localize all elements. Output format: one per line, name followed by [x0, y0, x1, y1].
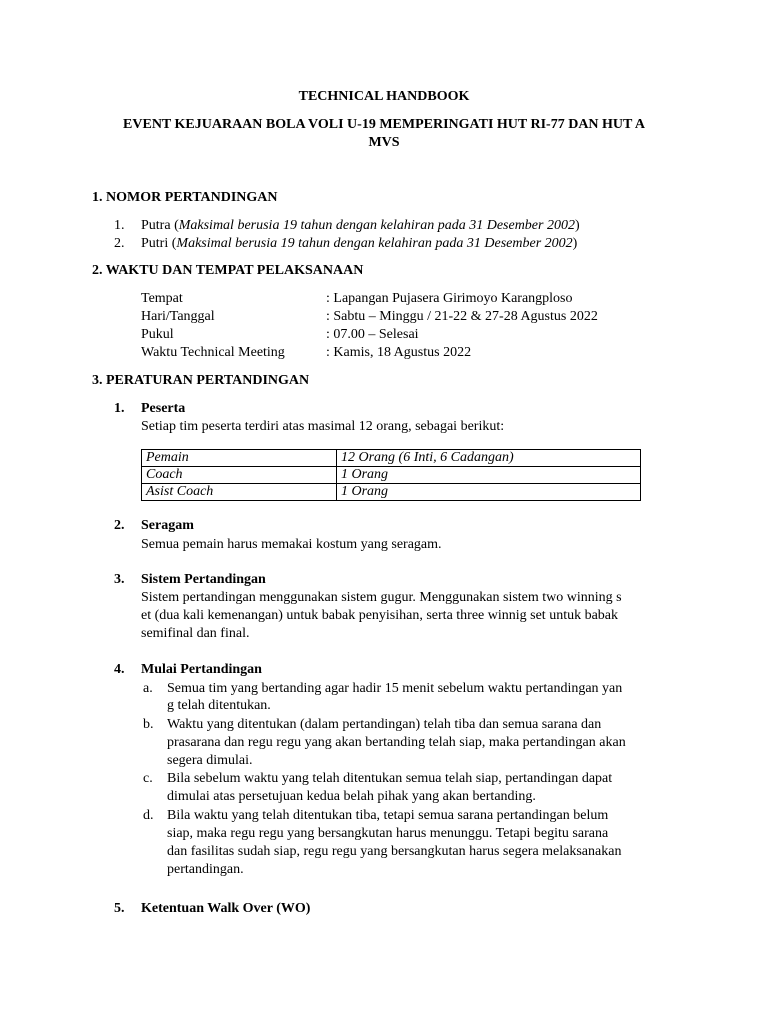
table-row [142, 450, 641, 467]
subsection-title-peserta: Peserta [141, 401, 186, 416]
seragam-text: Semua pemain harus memakai kostum yang seragam. [141, 537, 442, 552]
info-value: : 07.00 – Selesai [326, 327, 419, 342]
category-name: Putra [141, 218, 171, 233]
subsection-title-wo: Ketentuan Walk Over (WO) [141, 901, 311, 916]
table-cell: 12 Orang (6 Inti, 6 Cadangan) [337, 450, 641, 467]
info-value: : Kamis, 18 Agustus 2022 [326, 345, 472, 360]
sistem-text-line: semifinal dan final. [141, 626, 250, 641]
list-item-letter: c. [143, 771, 153, 786]
peserta-text: Setiap tim peserta terdiri atas masimal 12 orang, sebagai berikut: [141, 419, 505, 434]
table-cell: Asist Coach [142, 484, 337, 501]
info-label: Waktu Technical Meeting [141, 345, 285, 360]
list-item-line: Waktu yang ditentukan (dalam pertandingan) telah tiba dan semua sarana dan [167, 717, 602, 732]
table-row [142, 467, 641, 484]
section-3-heading: 3. PERATURAN PERTANDINGAN [92, 373, 310, 388]
list-item-line: Semua tim yang bertanding agar hadir 15 menit sebelum waktu pertandingan yan [167, 681, 623, 696]
info-label: Pukul [141, 327, 174, 342]
table-cell: 1 Orang [337, 467, 641, 484]
subsection-number: 4. [114, 662, 125, 677]
category-detail: Maksimal berusia 19 tahun dengan kelahiran pada 31 Desember 2002 [178, 218, 575, 233]
subsection-title-seragam: Seragam [141, 518, 194, 533]
info-label: Hari/Tanggal [141, 309, 215, 324]
info-value: : Lapangan Pujasera Girimoyo Karangploso [326, 291, 573, 306]
list-item-line: dimulai atas persetujuan kedua belah pihak yang akan bertanding. [167, 789, 536, 804]
subsection-number: 2. [114, 518, 125, 533]
sistem-text-line: et (dua kali kemenangan) untuk babak penyisihan, serta three winnig set untuk babak [141, 608, 619, 623]
paren-close: ) [572, 236, 578, 251]
peserta-table [141, 449, 641, 501]
table-cell: Pemain [142, 450, 337, 467]
sistem-text-line: Sistem pertandingan menggunakan sistem gugur. Menggunakan sistem two winning s [141, 590, 622, 605]
list-item-line: Bila sebelum waktu yang telah ditentukan semua telah siap, pertandingan dapat [167, 771, 613, 786]
list-item-line: segera dimulai. [167, 753, 253, 768]
document-subtitle-line1: EVENT KEJUARAAN BOLA VOLI U-19 MEMPERINGATI HUT RI-77 DAN HUT A [123, 117, 645, 132]
list-item-line: siap, maka regu regu yang bersangkutan harus menunggu. Tetapi begitu sarana [167, 826, 609, 841]
paren-open: ( [170, 218, 179, 233]
subsection-number: 3. [114, 572, 125, 587]
document-title: TECHNICAL HANDBOOK [298, 89, 470, 104]
list-item-line: dan fasilitas sudah siap, regu regu yang bersangkutan harus segera melaksanakan [167, 844, 622, 859]
section-1-heading: 1. NOMOR PERTANDINGAN [92, 190, 278, 205]
paren-open: ( [168, 236, 177, 251]
list-item-letter: a. [143, 681, 153, 696]
category-name: Putri [141, 236, 169, 251]
subsection-title-sistem: Sistem Pertandingan [141, 572, 266, 587]
subsection-title-mulai: Mulai Pertandingan [141, 662, 262, 677]
list-item-line: g telah ditentukan. [167, 698, 271, 713]
table-row [142, 484, 641, 501]
subsection-number: 1. [114, 401, 125, 416]
subsection-number: 5. [114, 901, 125, 916]
list-item-line: prasarana dan regu regu yang akan bertanding telah siap, maka pertandingan akan [167, 735, 626, 750]
list-item-line: Bila waktu yang telah ditentukan tiba, tetapi semua sarana pertandingan belum [167, 808, 609, 823]
list-item-letter: b. [143, 717, 154, 732]
list-item [141, 235, 577, 253]
list-item [141, 217, 580, 235]
table-cell: 1 Orang [337, 484, 641, 501]
list-item-letter: d. [143, 808, 154, 823]
document-subtitle-line2: MVS [368, 135, 400, 150]
paren-close: ) [574, 218, 580, 233]
list-item-number: 1. [114, 218, 125, 233]
info-label: Tempat [141, 291, 183, 306]
list-item-line: pertandingan. [167, 862, 244, 877]
category-detail: Maksimal berusia 19 tahun dengan kelahiran pada 31 Desember 2002 [176, 236, 573, 251]
info-value: : Sabtu – Minggu / 21-22 & 27-28 Agustus 2022 [326, 309, 598, 324]
section-2-heading: 2. WAKTU DAN TEMPAT PELAKSANAAN [92, 263, 364, 278]
table-cell: Coach [142, 467, 337, 484]
list-item-number: 2. [114, 236, 125, 251]
